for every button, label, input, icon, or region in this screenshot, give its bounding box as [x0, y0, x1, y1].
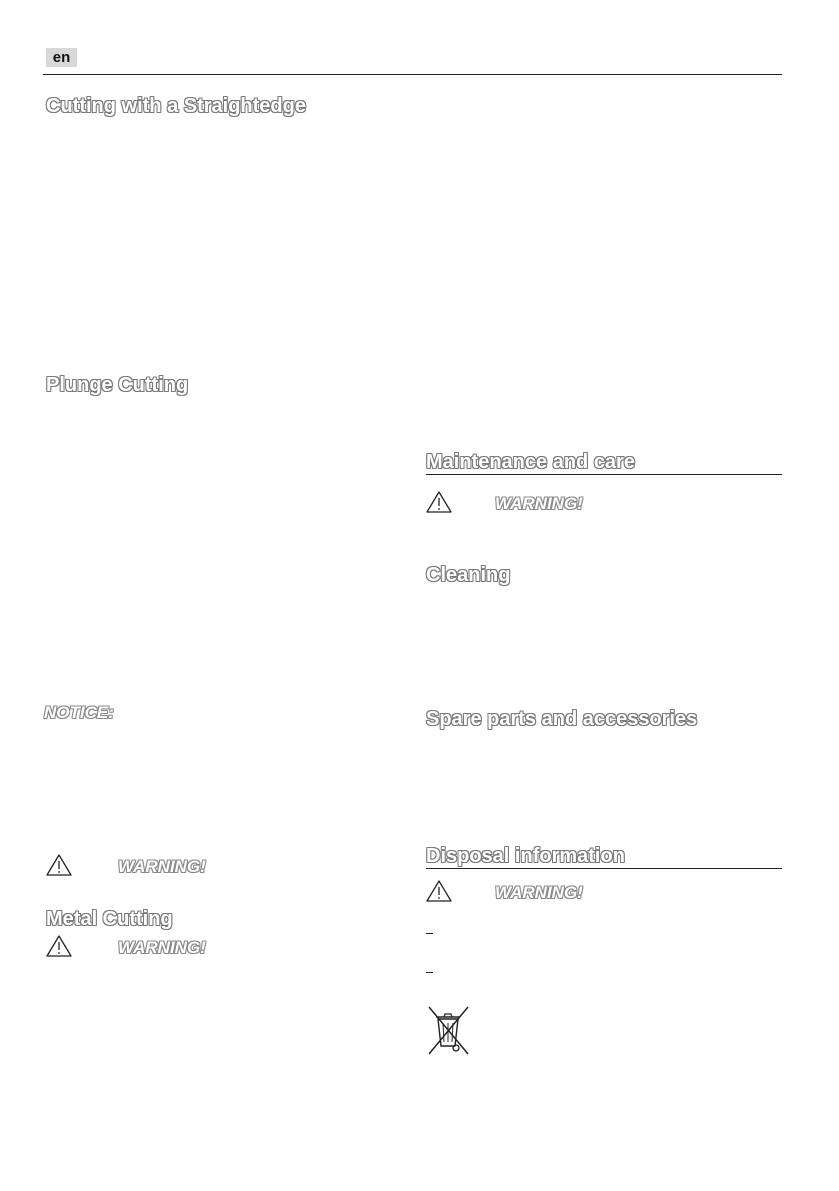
heading-metal-cutting: Metal Cutting — [46, 908, 173, 930]
list-bullet-dash — [426, 972, 433, 973]
header-rule — [43, 74, 782, 75]
heading-plunge-cutting: Plunge Cutting — [46, 374, 189, 396]
notice-label: NOTICE: — [44, 703, 114, 722]
heading-maintenance-and-care: Maintenance and care — [426, 451, 782, 475]
warning-triangle-icon — [46, 935, 72, 957]
warning-triangle-icon — [46, 854, 72, 876]
warning-label: WARNING! — [495, 883, 583, 902]
warning-label: WARNING! — [118, 857, 206, 876]
warning-label: WARNING! — [495, 494, 583, 513]
warning-triangle-icon — [426, 880, 452, 902]
heading-disposal-information: Disposal information — [426, 845, 782, 869]
heading-cleaning: Cleaning — [426, 564, 511, 586]
language-badge: en — [46, 48, 77, 67]
heading-spare-parts: Spare parts and accessories — [426, 708, 698, 730]
crossed-out-wheelie-bin-icon — [424, 1005, 472, 1057]
warning-label: WARNING! — [118, 938, 206, 957]
list-bullet-dash — [426, 933, 433, 934]
heading-cutting-straightedge: Cutting with a Straightedge — [46, 95, 306, 117]
warning-triangle-icon — [426, 491, 452, 513]
